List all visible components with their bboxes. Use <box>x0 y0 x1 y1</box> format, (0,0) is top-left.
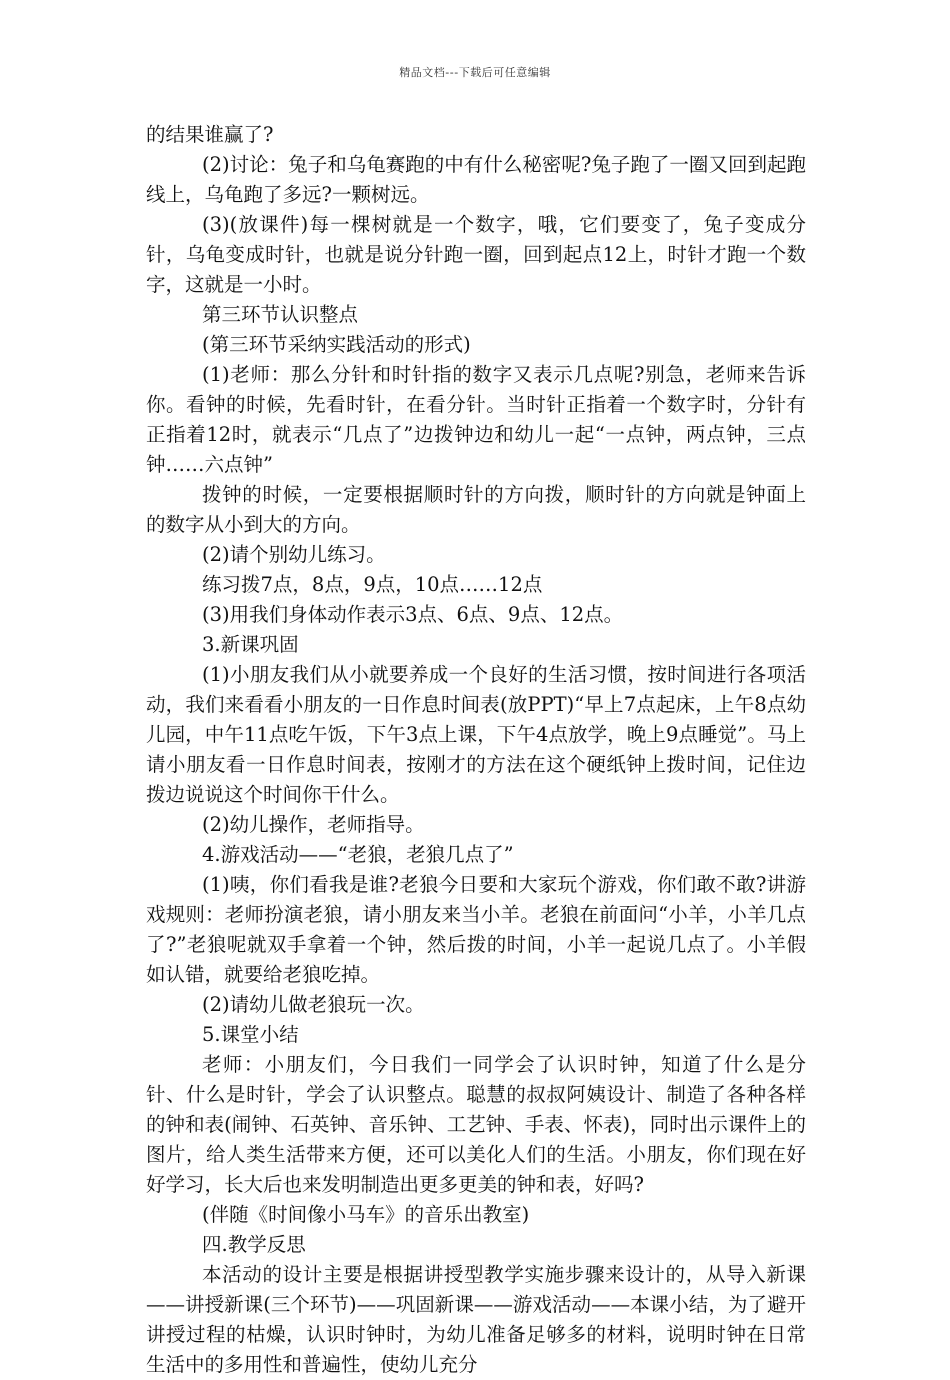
paragraph: (2)幼儿操作，老师指导。 <box>202 813 425 836</box>
paragraph: 拨钟的时候，一定要根据顺时针的方向拨，顺时针的方向就是钟面上的数字从小到大的方向。 <box>146 483 806 536</box>
paragraph: (2)讨论：兔子和乌龟赛跑的中有什么秘密呢?兔子跑了一圈又回到起跑线上，乌龟跑了多远?一颗树远。 <box>146 153 806 206</box>
paragraph: (2)请个别幼儿练习。 <box>202 543 386 566</box>
document-body <box>146 120 806 1380</box>
page-header: 精品文档---下载后可任意编辑 <box>399 66 551 79</box>
section-heading: 四.教学反思 <box>202 1233 306 1256</box>
section-heading: 4.游戏活动——“老狼，老狼几点了” <box>202 843 514 866</box>
paragraph: (1)小朋友我们从小就要养成一个良好的生活习惯，按时间进行各项活动，我们来看看小朋友的一日作息时间表(放PPT)“早上7点起床，上午8点幼儿园，中午11点吃午饭，下午3点上课，下午4点放学，晚上9点睡觉”。马上请小朋友看一日作息时间表，按刚才的方法在这个硬纸钟上拨时间，记住边拨边说说这个时间你干什么。 <box>146 663 806 806</box>
paragraph: 练习拨7点，8点，9点，10点……12点 <box>202 573 543 596</box>
paragraph: 本活动的设计主要是根据讲授型教学实施步骤来设计的，从导入新课——讲授新课(三个环节)——巩固新课——游戏活动——本课小结，为了避开讲授过程的枯燥，认识时钟时，为幼儿准备足够多的材料，说明时钟在日常生活中的多用性和普遍性，使幼儿充分 <box>146 1263 806 1376</box>
paragraph: (2)请幼儿做老狼玩一次。 <box>202 993 425 1016</box>
paragraph: (3)用我们身体动作表示3点、6点、9点、12点。 <box>202 603 624 626</box>
paragraph: (1)咦，你们看我是谁?老狼今日要和大家玩个游戏，你们敢不敢?讲游戏规则：老师扮演老狼，请小朋友来当小羊。老狼在前面问“小羊，小羊几点了?”老狼呢就双手拿着一个钟，然后拨的时间，小羊一起说几点了。小羊假如认错，就要给老狼吃掉。 <box>146 873 806 986</box>
paragraph: 的结果谁赢了? <box>146 123 274 146</box>
section-heading: 第三环节认识整点 <box>202 303 359 326</box>
paragraph: 老师：小朋友们，今日我们一同学会了认识时钟，知道了什么是分针、什么是时针，学会了认识整点。聪慧的叔叔阿姨设计、制造了各种各样的钟和表(闹钟、石英钟、音乐钟、工艺钟、手表、怀表)，同时出示课件上的图片，给人类生活带来方便，还可以美化人们的生活。小朋友，你们现在好好学习，长大后也来发明制造出更多更美的钟和表，好吗? <box>146 1053 806 1196</box>
paragraph: (1)老师：那么分针和时针指的数字又表示几点呢?别急，老师来告诉你。看钟的时候，先看时针，在看分针。当时针正指着一个数字时，分针有正指着12时，就表示“几点了”边拨钟边和幼儿一起“一点钟，两点钟，三点钟……六点钟” <box>146 363 806 476</box>
paragraph: (伴随《时间像小马车》的音乐出教室) <box>202 1203 530 1226</box>
section-heading: 3.新课巩固 <box>202 633 299 656</box>
section-heading: 5.课堂小结 <box>202 1023 299 1046</box>
paragraph: (第三环节采纳实践活动的形式) <box>202 333 471 356</box>
paragraph: (3)(放课件)每一棵树就是一个数字，哦，它们要变了，兔子变成分针，乌龟变成时针，也就是说分针跑一圈，回到起点12上，时针才跑一个数字，这就是一小时。 <box>146 213 806 296</box>
